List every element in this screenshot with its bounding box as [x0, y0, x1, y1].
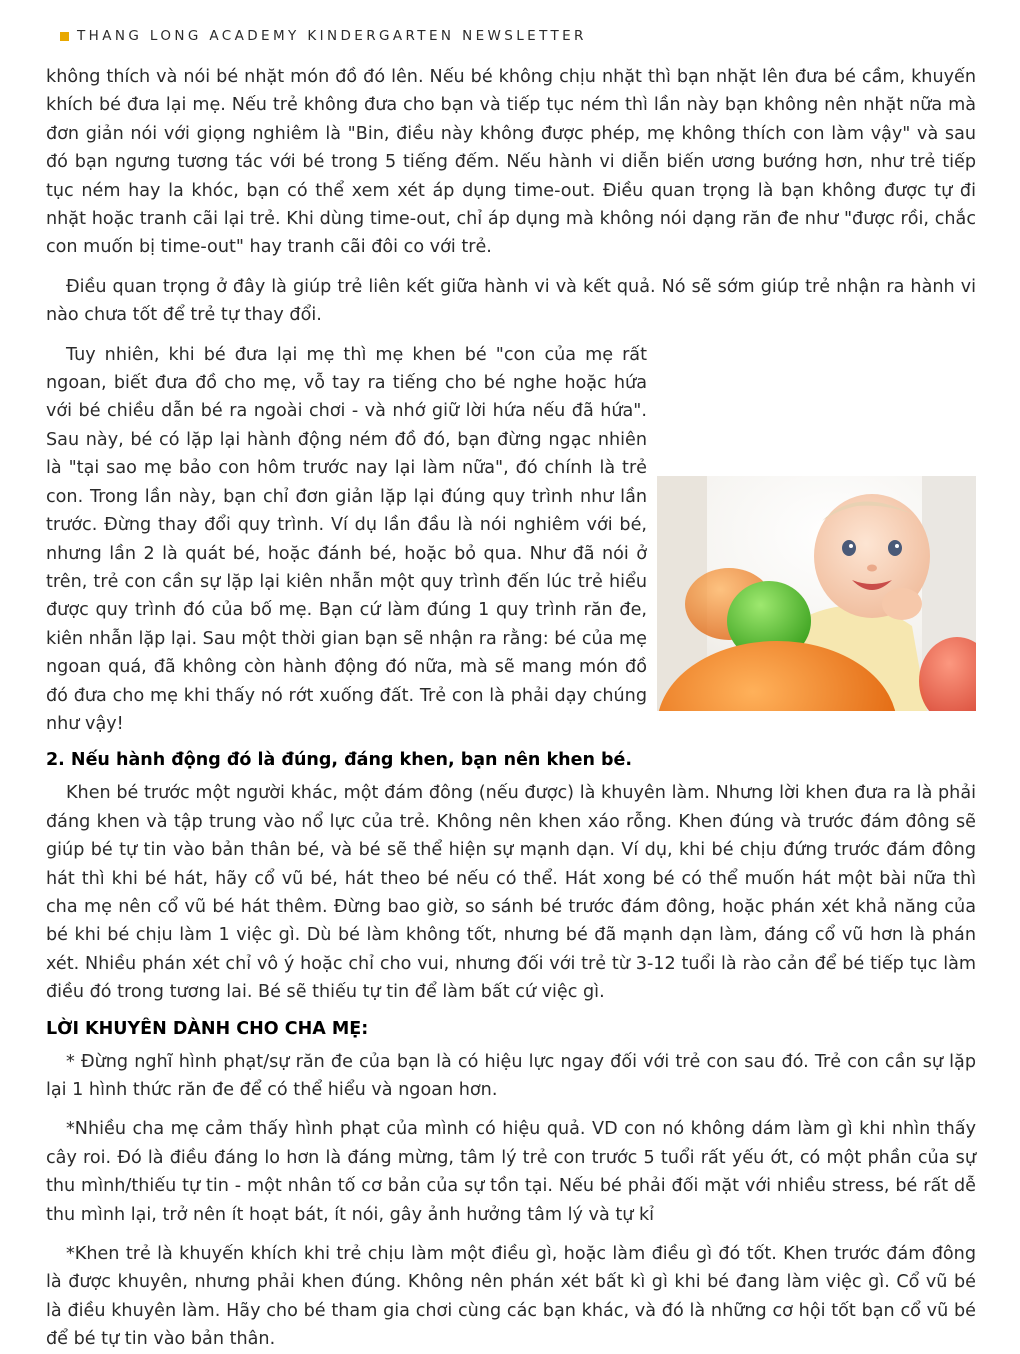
baby-left-eye: [842, 540, 856, 556]
article-body: [46, 63, 976, 1354]
baby-right-eye: [888, 540, 902, 556]
baby-hands: [882, 588, 922, 620]
section-heading-2: 2. Nếu hành động đó là đúng, đáng khen, bạn nên khen bé.: [46, 750, 633, 771]
advice-heading: LỜI KHUYÊN DÀNH CHO CHA MẸ:: [46, 1018, 369, 1039]
paragraph-4: Khen bé trước một người khác, một đám đông (nếu được) là khuyên làm. Nhưng lời khen đưa ra là phải đáng khen và tập trung vào nổ lực của trẻ. Không nên khen xáo rỗng. Khen đúng và trước đám đông sẽ giúp bé tự tin vào bản thân bé, và bé sẽ thể hiện sự mạnh dạn. Ví dụ, khi bé chịu đứng trước đám đông hát thì khi bé hát, hãy cổ vũ bé, hát theo bé nếu có thể. Hát xong bé có thể muốn hát một bài nữa thì cha mẹ nên cổ vũ bé hát thêm. Đừng bao giờ, so sánh bé trước đám đông, hoặc phán xét khả năng của bé khi bé chịu làm 1 việc gì. Dù bé làm không tốt, nhưng bé đã mạnh dạn làm, đáng cổ vũ hơn là phán xét. Nhiều phán xét chỉ vô ý hoặc chỉ cho vui, nhưng đối với trẻ từ 3-12 tuổi là rào cản để bé tiếp tục làm điều đó trong tương lai. Bé sẽ thiếu tự tin để làm bất cứ việc gì.: [46, 783, 976, 1003]
newsletter-header: [60, 26, 587, 46]
advice-item-1: * Đừng nghĩ hình phạt/sự răn đe của bạn là có hiệu lực ngay đối với trẻ con sau đó. Trẻ con cần sự lặp lại 1 hình thức răn đe để có thể hiểu và ngoan hơn.: [46, 1051, 976, 1100]
baby-with-balloons-photo: [657, 476, 976, 711]
header-accent-square: [60, 32, 69, 41]
advice-item-2: *Nhiều cha mẹ cảm thấy hình phạt của mình có hiệu quả. VD con nó không dám làm gì khi nhìn thấy cây roi. Đó là điều đáng lo hơn là đáng mừng, tâm lý trẻ con trước 5 tuổi rất yếu ớt, có một phần của sự thu mình/thiếu tự tin - một nhân tố cơ bản của sự tồn tại. Nếu bé phải đối mặt với nhiều stress, bé rất dễ thu mình lại, trở nên ít hoạt bát, ít nói, gây ảnh hưởng tâm lý và tự kỉ: [46, 1119, 976, 1225]
newsletter-title: THANG LONG ACADEMY KINDERGARTEN NEWSLETTER: [77, 28, 587, 44]
paragraph-2: Điều quan trọng ở đây là giúp trẻ liên kết giữa hành vi và kết quả. Nó sẽ sớm giúp trẻ nhận ra hành vi nào chưa tốt để trẻ tự thay đổi.: [46, 276, 976, 326]
paragraph-1: không thích và nói bé nhặt món đồ đó lên. Nếu bé không chịu nhặt thì bạn nhặt lên đưa bé cầm, khuyến khích bé đưa lại mẹ. Nếu trẻ không đưa cho bạn và tiếp tục ném thì lần này bạn không nên nhặt nữa mà đơn giản nói với giọng nghiêm là "Bin, điều này không được phép, mẹ không thích con làm vậy" và sau đó bạn ngưng tương tác với bé trong 5 tiếng đếm. Nếu hành vi diễn biến ương bướng hơn, như trẻ tiếp tục ném hay la khóc, bạn có thể xem xét áp dụng time-out. Điều quan trọng là bạn không được tự đi nhặt hoặc tranh cãi lại trẻ. Khi dùng time-out, chỉ áp dụng mà không nói dạng răn đe như "được rồi, chắc con muốn bị time-out" hay tranh cãi đôi co với trẻ.: [46, 67, 976, 258]
paragraph-3: Tuy nhiên, khi bé đưa lại mẹ thì mẹ khen bé "con của mẹ rất ngoan, biết đưa đồ cho mẹ, vỗ tay ra tiếng cho bé nghe hoặc hứa với bé chiều dẫn bé ra ngoài chơi - và nhớ giữ lời hứa nếu đã hứa". Sau này, bé có lặp lại hành động ném đồ đó, bạn đừng ngạc nhiên là "tại sao mẹ bảo con hôm trước nay lại làm nữa", đó chính là trẻ con. Trong lần này, bạn chỉ đơn giản lặp lại đúng quy trình như lần trước. Đừng thay đổi quy trình. Ví dụ lần đầu là nói nghiêm với bé, nhưng lần 2 là quát bé, hoặc đánh bé, hoặc bỏ qua. Như đã nói ở trên, trẻ con cần sự lặp lại kiên nhẫn một quy trình đến lúc trẻ hiểu được quy trình đó của bố mẹ. Bạn cứ làm đúng 1 quy trình răn đe, kiên nhẫn lặp lại. Sau một thời gian bạn sẽ nhận ra rằng: bé của mẹ ngoan quá, đã không còn hành động đó nữa, mà sẽ mang món đồ đó đưa cho mẹ khi thấy nó rớt xuống đất. Trẻ con là phải dạy chúng như vậy!: [46, 344, 647, 734]
advice-item-3: *Khen trẻ là khuyến khích khi trẻ chịu làm một điều gì, hoặc làm điều gì đó tốt. Khen trước đám đông là được khuyên, nhưng phải khen đúng. Không nên phán xét bất kì gì khi bé đang làm việc gì. Cổ vũ bé là điều khuyên làm. Hãy cho bé tham gia chơi cùng các bạn khác, và đó là những cơ hội tốt bạn cổ vũ bé để bé tự tin vào bản thân.: [46, 1244, 976, 1350]
